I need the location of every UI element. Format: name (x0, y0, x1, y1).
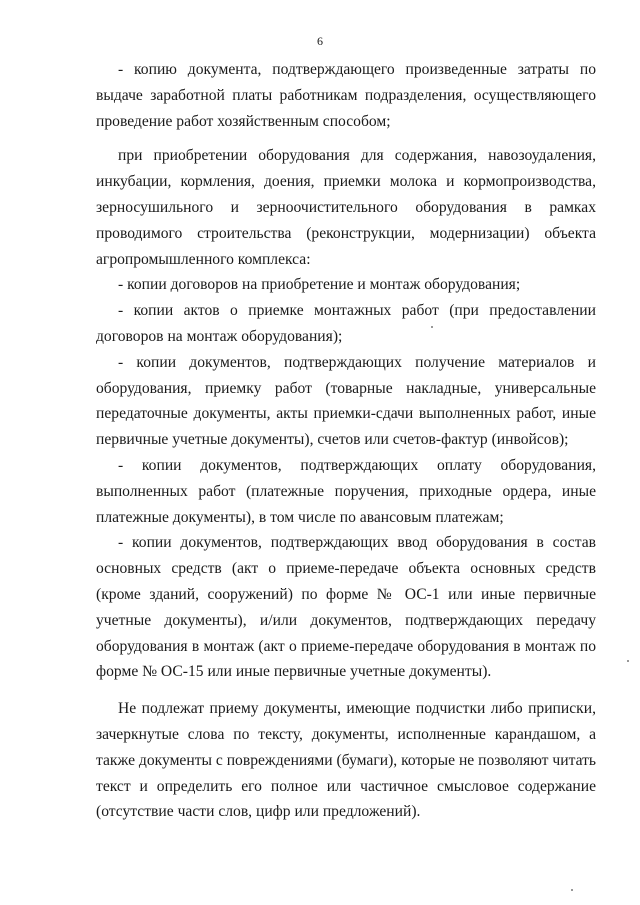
paragraph-equipment-intro: при приобретении оборудования для содержания, навозоудаления, инкубации, кормления, доения, приемки молока и кормопроизводства, зерносушильного и зерноочистительного оборудования в рамках проводимого строительства (реконструкции, модернизации) объекта агропромышленного комплекса: (96, 147, 596, 268)
list-item-installation-acts: - копии актов о приемке монтажных работ (при предоставлении договоров на монтаж оборудования); (96, 302, 596, 345)
page-number: 6 (317, 34, 323, 48)
list-item-payment-documents: - копии документов, подтверждающих оплату оборудования, выполненных работ (платежные поручения, приходные ордера, иные платежные документы), в том числе по авансовым платежам; (96, 456, 596, 526)
scan-speck (627, 660, 629, 662)
paragraph-rejection-rules: Не подлежат приему документы, имеющие подчистки либо приписки, зачеркнутые слова по тексту, документы, исполненные карандашом, а также документы с повреждениями (бумаги), которые не позволяют читать текст и определить его полное или частичное смысловое содержание (отсутствие части слов, цифр или предложений). (96, 700, 597, 821)
list-item-commissioning-documents: - копии документов, подтверждающих ввод оборудования в состав основных средств (акт о приеме-передаче объекта основных средств (кроме зданий, сооружений) по форме № ОС-1 или иные первичные учетные документы), и/или документов, подтверждающих передачу оборудования в монтаж (акт о приеме-передаче оборудования в монтаж по форме № ОС-15 или иные первичные учетные документы). (96, 534, 596, 681)
list-item-contracts: - копии договоров на приобретение и монтаж оборудования; (118, 276, 521, 294)
scan-speck (571, 889, 573, 891)
document-body (96, 57, 596, 825)
list-item-receipt-documents: - копии документов, подтверждающих получение материалов и оборудования, приемку работ (товарные накладные, универсальные передаточные документы, акты приемки-сдачи выполненных работ, иные первичные учетные документы), счетов или счетов-фактур (инвойсов); (96, 353, 596, 449)
scan-speck (431, 326, 433, 328)
paragraph-wage-copy: - копию документа, подтверждающего произведенные затраты по выдаче заработной платы работникам подразделения, осуществляющего проведение работ хозяйственным способом; (96, 61, 596, 130)
